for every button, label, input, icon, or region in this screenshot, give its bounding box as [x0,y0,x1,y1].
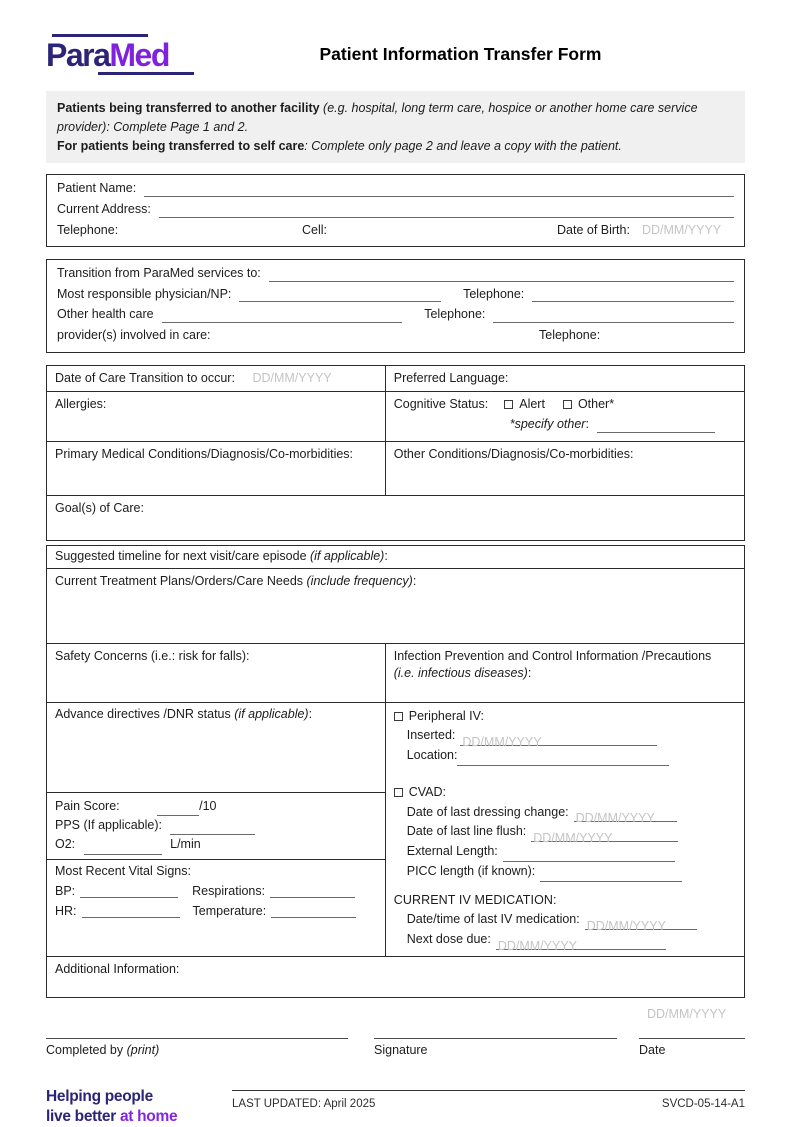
primary-conditions-label: Primary Medical Conditions/Diagnosis/Co-morbidities: [55,447,354,462]
inserted-label: Inserted: [406,728,456,743]
treatment-cell[interactable] [47,569,744,643]
physician-field[interactable] [239,287,441,302]
timeline-italic: (if applicable) [310,549,385,564]
hr-temperature-line [55,904,377,918]
cognitive-status-label: Cognitive Status: [393,397,489,412]
additional-info-label: Additional Information: [55,961,180,976]
next-dose-placeholder: DD/MM/YYYY [497,938,578,953]
bp-respirations-line [55,884,377,898]
tagline-line-2-navy: live better [46,1108,120,1126]
current-address-label: Current Address: [57,201,151,216]
vital-signs-label: Most Recent Vital Signs: [55,863,191,878]
goals-row [47,495,744,540]
logo-text-med: Med [109,37,169,73]
dob-label: Date of Birth: [557,222,630,237]
completed-by-caption [46,1039,348,1057]
signature-block [46,1007,745,1057]
other-conditions-cell[interactable] [386,442,744,495]
last-iv-medication-label: Date/time of last IV medication: [406,912,580,927]
physician-row [57,287,734,303]
picc-length-label: PICC length (if known): [406,863,536,878]
peripheral-iv-label: Peripheral IV: [408,708,485,723]
last-updated-text: LAST UPDATED: April 2025 [232,1097,376,1110]
instruction-1-italic: (e.g. hospital, long term care, hospice or another home care service provider): Complete Page 1 and 2. [57,101,698,134]
completed-by-field[interactable] [46,1023,348,1039]
next-dose-line [394,930,736,953]
current-iv-medication-line [394,891,736,911]
advance-directives-label: Advance directives /DNR status [55,706,235,721]
specify-other-field[interactable] [597,420,715,433]
pps-line [55,816,377,835]
infection-italic: (i.e. infectious diseases) [393,666,528,681]
iv-spacer-2 [394,882,736,891]
other-conditions-label: Other Conditions/Diagnosis/Co-morbidities: [393,447,634,462]
instruction-1-bold: Patients being transferred to another facility [57,101,320,115]
infection-cell[interactable] [386,644,744,702]
date-label: Date [639,1042,666,1057]
hr-field[interactable] [82,905,180,918]
pain-score-cell [47,792,385,859]
alert-checkbox[interactable] [504,400,513,409]
footer-meta-row [232,1098,745,1110]
patient-name-label: Patient Name: [57,181,137,196]
physician-telephone-field[interactable] [532,287,734,302]
instruction-2-bold: For patients being transferred to self care [57,138,305,153]
other-provider-label-1: Other health care [57,307,154,322]
dressing-change-label: Date of last dressing change: [406,804,569,819]
transition-to-label: Transition from ParaMed services to: [57,266,261,281]
alert-option [504,396,545,414]
cvad-label: CVAD: [408,784,447,799]
timeline-label: Suggested timeline for next visit/care episode [55,549,310,564]
line-flush-field[interactable] [531,829,678,846]
pain-score-line [55,797,377,816]
plans-clinical-table [46,545,745,998]
current-address-row [57,202,734,218]
safety-concerns-cell[interactable] [47,644,386,702]
signature-field[interactable] [374,1023,617,1039]
treatment-row [47,568,744,643]
inserted-line [394,726,736,750]
patient-name-row [57,181,734,197]
pain-score-field[interactable] [157,803,199,816]
specify-other-colon: : [585,416,589,431]
dressing-change-placeholder: DD/MM/YYYY [575,811,655,826]
pain-score-suffix: /10 [199,798,217,813]
picc-length-field[interactable] [540,869,682,882]
document-code: SVCD-05-14-A1 [661,1097,745,1110]
preferred-language-label: Preferred Language: [393,370,509,385]
line-flush-line [394,822,736,846]
location-field[interactable] [457,753,669,766]
o2-suffix: L/min [170,837,201,852]
other-checkbox[interactable] [563,400,572,409]
signature-label: Signature [374,1042,428,1057]
instruction-box [46,91,745,163]
instruction-2-italic: : Complete only page 2 and leave a copy with the patient. [304,138,622,153]
infection-colon: : [527,666,532,681]
temperature-field[interactable] [271,905,356,918]
bp-field[interactable] [80,885,178,898]
allergies-cell[interactable] [47,392,386,441]
location-label: Location: [406,748,458,763]
form-header [46,34,745,75]
o2-line [55,835,377,854]
vital-signs-label-line [55,864,377,878]
iv-spacer-1 [394,766,736,783]
last-iv-medication-field[interactable] [585,917,697,934]
completed-by-label: Completed by [46,1042,127,1057]
completed-by-column [46,1023,348,1057]
transition-date-cell [47,366,386,392]
cvad-checkbox[interactable] [394,788,403,797]
clinical-left-column [47,703,386,956]
picc-length-line [394,862,736,882]
other-provider-label-2: provider(s) involved in care: [57,328,211,342]
specify-other-line [510,416,736,434]
cognitive-options [504,396,614,414]
current-iv-medication-label: CURRENT IV MEDICATION: [393,892,557,907]
transition-to-row [57,266,734,282]
paramed-logo [46,34,206,75]
safety-concerns-label: Safety Concerns (i.e.: risk for falls): [55,648,250,663]
other-provider-row-1 [57,307,734,323]
timeline-row [47,546,744,568]
line-flush-label: Date of last line flush: [406,824,527,839]
date-field[interactable] [639,1023,745,1039]
o2-label: O2: [55,837,76,852]
signature-column [374,1023,617,1057]
line-flush-placeholder: DD/MM/YYYY [533,831,613,846]
advance-directives-colon: : [308,706,313,721]
additional-info-row [47,956,744,997]
brand-tagline [46,1087,232,1127]
allergies-row [47,391,744,441]
specify-other-label: *specify other [509,416,586,431]
inserted-placeholder: DD/MM/YYYY [462,735,542,750]
next-dose-label: Next dose due: [406,932,491,947]
signature-date-placeholder[interactable]: DD/MM/YYYY [647,1006,727,1021]
phone-dob-row [57,223,734,239]
external-length-label: External Length: [406,844,498,859]
last-iv-medication-placeholder: DD/MM/YYYY [586,919,666,934]
peripheral-iv-line [394,707,736,727]
transition-date-placeholder[interactable]: DD/MM/YYYY [252,370,332,385]
allergies-label: Allergies: [55,397,107,412]
o2-field[interactable] [84,842,162,855]
timeline-cell[interactable] [47,546,744,568]
page-title: Patient Information Transfer Form [319,44,602,64]
telephone-label: Telephone: [57,222,119,237]
last-iv-medication-line [394,910,736,934]
next-dose-field[interactable] [496,937,666,953]
additional-info-cell[interactable] [47,957,744,997]
treatment-label: Current Treatment Plans/Orders/Care Needs [55,573,307,588]
pps-label: PPS (If applicable): [55,818,162,832]
cvad-line [394,783,736,803]
treatment-italic: (include frequency) [306,573,413,588]
other-telephone-label-1: Telephone: [424,307,486,322]
location-line [394,746,736,766]
dressing-change-line [394,803,736,826]
patient-name-field[interactable] [144,182,734,197]
logo-text-para: Para [46,37,110,73]
goals-cell[interactable] [47,496,744,540]
other-provider-row-2 [57,328,734,344]
pain-score-label: Pain Score: [55,798,120,813]
preferred-language-cell[interactable] [386,366,744,392]
inserted-field[interactable] [460,733,657,750]
conditions-row [47,441,744,495]
infection-label: Infection Prevention and Control Information /Precautions [393,648,712,663]
advance-directives-cell[interactable] [47,703,385,792]
tagline-line-1: Helping people [46,1087,153,1105]
temperature-label: Temperature: [192,903,267,918]
primary-conditions-cell[interactable] [47,442,386,495]
advance-directives-italic: (if applicable) [234,706,309,721]
completed-by-italic: (print) [126,1042,160,1057]
footer-rule [232,1090,745,1091]
transition-date-label: Date of Care Transition to occur: [55,370,235,385]
external-length-field[interactable] [503,849,675,862]
cell-label: Cell: [302,222,328,237]
cognitive-status-line [394,396,736,414]
page-footer [46,1087,745,1127]
date-column [639,1007,745,1057]
care-transition-table [46,365,745,542]
footer-meta [232,1087,745,1110]
cognitive-status-cell [386,392,744,441]
dressing-change-field[interactable] [574,809,677,826]
vital-signs-cell [47,859,385,956]
physician-label: Most responsible physician/NP: [57,286,232,301]
respirations-field[interactable] [270,885,355,898]
dob-placeholder[interactable]: DD/MM/YYYY [641,222,722,237]
peripheral-iv-checkbox[interactable] [394,712,403,721]
respirations-label: Respirations: [192,883,266,898]
external-length-line [394,842,736,862]
patient-identity-box [46,174,745,247]
safety-infection-row [47,643,744,702]
bp-label: BP: [55,883,76,898]
tagline-line-2-purple: at home [119,1108,178,1126]
alert-label: Alert [519,397,545,412]
transition-to-field[interactable] [269,267,734,282]
other-option [563,396,614,414]
other-label: Other* [577,397,615,412]
physician-telephone-label: Telephone: [463,286,525,301]
goals-label: Goal(s) of Care: [55,501,144,516]
iv-access-cell [386,703,744,956]
hr-label: HR: [55,903,77,918]
timeline-colon: : [384,549,388,564]
treatment-colon: : [412,573,417,588]
other-provider-field[interactable] [162,308,403,323]
other-telephone-field-1[interactable] [493,308,734,323]
current-address-field[interactable] [159,203,734,218]
transition-box [46,259,745,353]
transition-date-row [47,366,744,392]
logo-wordmark [46,39,206,71]
pps-field[interactable] [170,822,255,835]
clinical-row [47,702,744,956]
other-telephone-label-2: Telephone: [539,328,601,342]
